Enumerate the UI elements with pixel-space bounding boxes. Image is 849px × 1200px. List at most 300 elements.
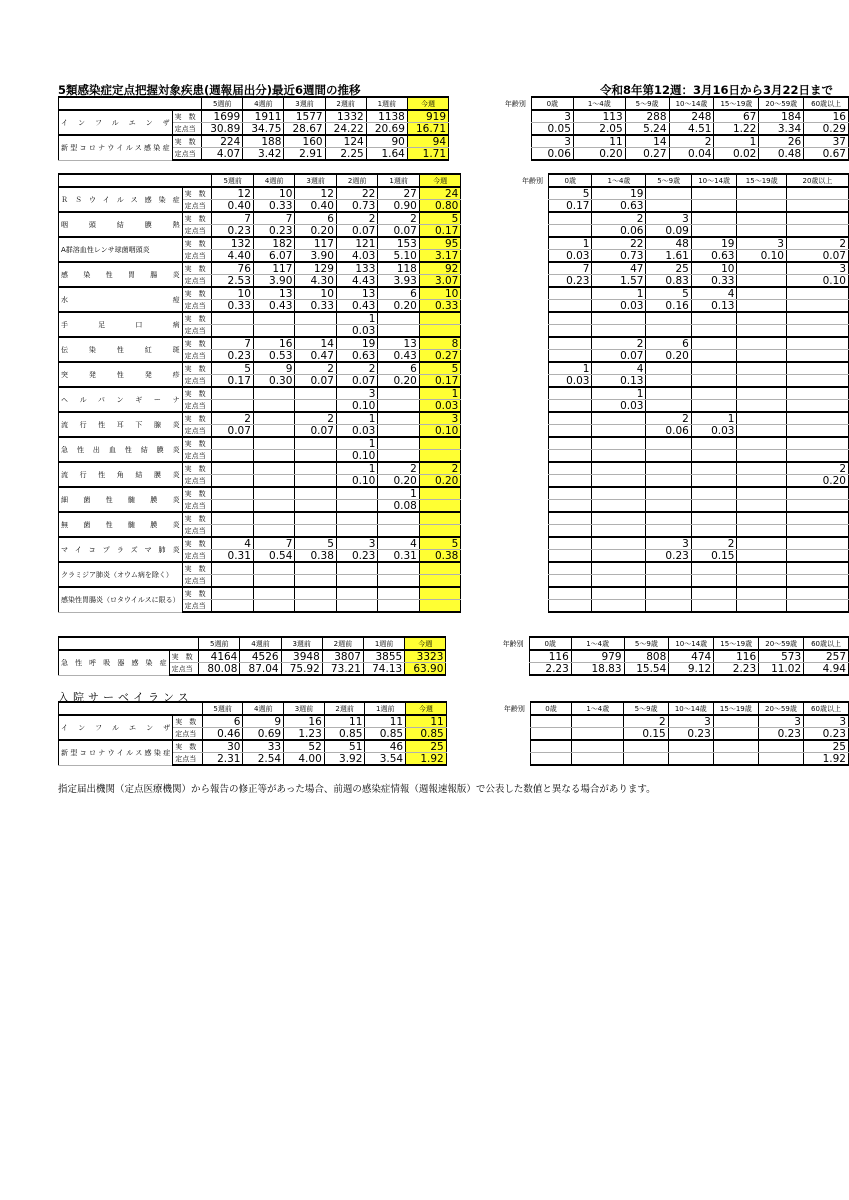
age-count-cell: 37 [804,135,849,148]
rate-cell: 0.46 [202,728,243,741]
age-count-cell [786,312,848,325]
count-cell: 2 [378,462,419,475]
count-cell: 2 [295,412,336,425]
row-kind-rate: 定点当 [182,350,212,363]
rate-cell [212,400,253,413]
spacer [517,500,549,513]
count-cell [212,487,253,500]
age-header: 60歳以上 [803,702,848,715]
age-count-cell [737,337,787,350]
age-rate-cell: 0.67 [804,148,849,161]
week-header: 今週 [407,97,448,110]
spacer [449,110,501,123]
age-rate-cell [737,375,787,388]
age-rate-cell [786,400,848,413]
count-cell: 7 [253,537,294,550]
count-cell: 11 [406,715,447,728]
row-kind-rate: 定点当 [182,500,212,513]
age-count-cell [691,362,737,375]
table-row [59,337,849,350]
age-rate-cell [549,325,592,338]
disease-name: 伝染性紅斑 [59,337,183,362]
count-cell: 1138 [366,110,407,123]
age-rate-cell [549,475,592,488]
row-kind-rate: 定点当 [182,575,212,588]
table-hospital-surveillance [58,701,849,766]
row-kind-count: 実 数 [172,135,202,148]
age-count-cell: 2 [669,135,714,148]
age-rate-cell: 4.94 [804,663,849,676]
age-rate-cell: 0.13 [592,375,646,388]
age-rate-cell: 0.03 [691,425,737,438]
spacer [461,487,517,500]
count-cell: 5 [295,537,336,550]
count-cell [378,412,419,425]
rate-cell: 24.22 [325,123,366,136]
spacer [461,550,517,563]
age-rate-cell [592,475,646,488]
count-cell: 1 [336,462,377,475]
row-kind-count: 実 数 [182,362,212,375]
spacer [499,740,530,753]
age-header: 20歳以上 [786,174,848,187]
spacer [500,123,531,136]
count-cell [295,387,336,400]
rate-cell: 0.20 [378,475,419,488]
age-count-cell [691,462,737,475]
spacer [461,450,517,463]
spacer [517,375,549,388]
age-rate-cell: 0.07 [786,250,848,263]
age-rate-cell: 0.23 [803,728,848,741]
age-rate-cell: 0.20 [646,350,691,363]
rate-cell: 0.23 [336,550,377,563]
rate-cell [212,450,253,463]
row-kind-count: 実 数 [182,337,212,350]
age-header: 5～9歳 [624,637,669,650]
rate-cell [378,525,419,538]
age-rate-cell [737,525,787,538]
age-count-cell [786,587,848,600]
header-blank-cell [59,97,202,110]
rate-cell: 3.07 [419,275,460,288]
rate-cell [419,575,460,588]
age-count-cell: 11 [573,135,625,148]
age-rate-cell [530,728,571,741]
count-cell [419,512,460,525]
rate-cell [253,575,294,588]
table-row [59,287,849,300]
count-cell: 1911 [243,110,284,123]
count-cell [378,437,419,450]
week-header: 5週前 [202,97,243,110]
week-header: 5週前 [199,637,240,650]
rate-cell: 0.85 [406,728,447,741]
table-row [59,110,849,123]
spacer [461,425,517,438]
age-rate-cell [646,200,691,213]
spacer [517,575,549,588]
age-count-cell [737,187,787,200]
count-cell: 30 [202,740,243,753]
age-count-cell [786,537,848,550]
age-rate-cell: 0.03 [592,400,646,413]
age-count-cell [572,715,624,728]
age-count-cell: 7 [549,262,592,275]
spacer [446,753,499,766]
age-count-cell [786,412,848,425]
rate-cell [336,525,377,538]
age-rate-cell [549,500,592,513]
age-count-cell [592,487,646,500]
rate-cell: 0.03 [336,325,377,338]
age-rate-cell: 0.06 [531,148,573,161]
count-cell: 117 [295,237,336,250]
header-blank-cell [59,702,203,715]
age-count-cell: 474 [669,650,714,663]
spacer [517,437,549,450]
spacer [517,250,549,263]
age-count-cell [549,312,592,325]
age-rate-cell [786,450,848,463]
age-rate-cell [737,275,787,288]
rate-cell [295,525,336,538]
count-cell [212,312,253,325]
age-rate-cell: 0.20 [786,475,848,488]
age-count-cell [737,212,787,225]
rate-cell: 0.07 [336,225,377,238]
count-cell [212,387,253,400]
header-blank-cell [59,637,199,650]
age-count-cell [691,187,737,200]
count-cell: 117 [253,262,294,275]
age-rate-cell [592,450,646,463]
age-count-cell: 113 [573,110,625,123]
age-header: 1～4歳 [571,637,624,650]
age-rate-cell [592,575,646,588]
count-cell: 6 [378,362,419,375]
age-count-cell: 4 [592,362,646,375]
week-header: 今週 [406,702,447,715]
count-cell: 10 [253,187,294,200]
age-label: 年齢別 [502,639,524,648]
count-cell [253,387,294,400]
age-rate-cell [737,575,787,588]
rate-cell [378,600,419,613]
age-rate-cell [737,200,787,213]
rate-cell: 3.17 [419,250,460,263]
age-count-cell [786,562,848,575]
disease-name: インフルエンザ [59,715,173,740]
count-cell: 52 [284,740,325,753]
row-kind-count: 実 数 [182,262,212,275]
age-rate-cell: 1.61 [646,250,691,263]
spacer [461,375,517,388]
count-cell: 25 [406,740,447,753]
rate-cell: 0.27 [419,350,460,363]
disease-name: 急性呼吸器感染症 [59,650,170,675]
table-row [59,487,849,500]
age-rate-cell [691,500,737,513]
rate-cell: 3.42 [243,148,284,161]
count-cell: 4 [212,537,253,550]
age-rate-cell [592,425,646,438]
count-cell: 129 [295,262,336,275]
spacer [449,123,501,136]
age-count-cell: 2 [592,337,646,350]
row-kind-rate: 定点当 [182,200,212,213]
spacer [461,212,517,225]
disease-name: 咽頭結膜熱 [59,212,183,237]
week-header: 4週前 [243,702,284,715]
age-count-cell: 19 [691,237,737,250]
age-header: 10～14歳 [669,97,714,110]
row-kind-rate: 定点当 [172,148,202,161]
age-count-cell: 47 [592,262,646,275]
age-count-cell [737,487,787,500]
age-count-cell [549,537,592,550]
age-header: 0歳 [530,702,571,715]
age-count-cell: 3 [646,537,691,550]
row-kind-count: 実 数 [182,312,212,325]
table-row [59,663,849,676]
spacer [517,362,549,375]
age-header: 15～19歳 [713,702,758,715]
rate-cell [253,450,294,463]
count-cell: 2 [295,362,336,375]
row-kind-rate: 定点当 [182,275,212,288]
table-row [59,312,849,325]
age-rate-cell [549,525,592,538]
rate-cell: 0.07 [295,375,336,388]
age-count-cell [786,437,848,450]
age-rate-cell: 0.13 [691,300,737,313]
rate-cell: 0.43 [378,350,419,363]
count-cell: 160 [284,135,325,148]
age-rate-cell [737,300,787,313]
age-rate-cell [691,600,737,613]
spacer [517,225,549,238]
table-influenza-covid [58,96,849,161]
count-cell [378,387,419,400]
count-cell: 3807 [322,650,363,663]
row-kind-rate: 定点当 [173,753,203,766]
age-rate-cell [737,450,787,463]
age-header: 5～9歳 [624,702,668,715]
spacer [461,525,517,538]
count-cell [419,487,460,500]
table-row [59,387,849,400]
disease-name: 流行性角結膜炎 [59,462,183,487]
age-count-cell: 5 [646,287,691,300]
row-kind-count: 実 数 [182,212,212,225]
count-cell [253,412,294,425]
rate-cell [212,500,253,513]
rate-cell [212,600,253,613]
age-count-cell [646,562,691,575]
count-cell: 4164 [199,650,240,663]
age-count-cell [786,212,848,225]
week-header: 3週前 [281,637,322,650]
rate-cell: 0.07 [336,375,377,388]
age-rate-cell [549,425,592,438]
count-cell: 1699 [202,110,243,123]
age-rate-cell: 0.73 [592,250,646,263]
age-header: 1～4歳 [572,702,624,715]
rate-cell: 0.69 [243,728,284,741]
spacer [461,250,517,263]
row-kind-count: 実 数 [182,587,212,600]
age-count-cell: 67 [714,110,759,123]
rate-cell: 0.85 [365,728,406,741]
rate-cell: 0.80 [419,200,460,213]
age-rate-cell [691,325,737,338]
count-cell: 153 [378,237,419,250]
count-cell [295,312,336,325]
age-count-cell [786,362,848,375]
count-cell: 3 [336,537,377,550]
age-rate-cell: 0.04 [669,148,714,161]
age-header: 5～9歳 [625,97,669,110]
disease-name: 新型コロナウイルス感染症 [59,135,173,160]
row-kind-rate: 定点当 [173,728,203,741]
spacer [461,262,517,275]
age-count-cell [592,412,646,425]
age-count-cell [758,740,803,753]
rate-cell: 4.43 [336,275,377,288]
spacer [517,562,549,575]
table-row [59,237,849,250]
spacer [517,600,549,613]
age-rate-cell [786,525,848,538]
count-cell [295,587,336,600]
count-cell: 7 [212,212,253,225]
age-rate-cell [691,575,737,588]
age-count-cell: 3 [531,110,573,123]
age-count-cell: 25 [646,262,691,275]
rate-cell: 0.20 [419,475,460,488]
spacer [517,287,549,300]
spacer [517,525,549,538]
count-cell [378,312,419,325]
age-rate-cell: 3.34 [759,123,804,136]
age-count-cell: 573 [759,650,804,663]
age-count-cell [549,587,592,600]
table-acute-respiratory [58,636,849,676]
age-count-cell: 3 [803,715,848,728]
age-rate-cell [737,600,787,613]
table-row [59,362,849,375]
rate-cell: 0.33 [212,300,253,313]
count-cell [253,312,294,325]
age-rate-cell [668,753,713,766]
age-count-cell: 2 [691,537,737,550]
rate-cell: 0.23 [212,350,253,363]
count-cell [295,562,336,575]
table-row [59,437,849,450]
rate-cell: 0.47 [295,350,336,363]
age-count-cell: 3 [531,135,573,148]
age-count-cell: 1 [592,287,646,300]
rate-cell: 0.07 [295,425,336,438]
disease-name: ＲＳウイルス感染症 [59,187,183,212]
count-cell [253,512,294,525]
age-header: 0歳 [549,174,592,187]
count-cell: 12 [295,187,336,200]
age-header: 20～59歳 [758,702,803,715]
rate-cell: 6.07 [253,250,294,263]
spacer [517,337,549,350]
rate-cell: 2.53 [212,275,253,288]
rate-cell: 1.71 [407,148,448,161]
count-cell: 27 [378,187,419,200]
rate-cell [253,600,294,613]
rate-cell: 0.17 [419,225,460,238]
count-cell [378,512,419,525]
rate-cell [419,450,460,463]
age-count-cell [786,187,848,200]
age-rate-cell: 1.92 [803,753,848,766]
spacer [446,663,498,676]
rate-cell: 3.93 [378,275,419,288]
age-rate-cell [713,728,758,741]
table-row [59,512,849,525]
age-count-cell: 257 [804,650,849,663]
spacer [500,148,531,161]
header-blank-cell [59,174,212,187]
rate-cell: 4.03 [336,250,377,263]
header-row [59,637,849,650]
count-cell: 224 [202,135,243,148]
rate-cell: 75.92 [281,663,322,676]
rate-cell [253,425,294,438]
age-label: 年齢別 [504,99,526,108]
age-rate-cell [786,225,848,238]
age-header: 10～14歳 [669,637,714,650]
count-cell: 6 [295,212,336,225]
age-rate-cell: 1.57 [592,275,646,288]
spacer [517,450,549,463]
count-cell: 3855 [363,650,404,663]
count-cell: 2 [336,212,377,225]
count-cell: 1 [336,437,377,450]
age-rate-cell [737,500,787,513]
rate-cell [336,600,377,613]
count-cell: 124 [325,135,366,148]
age-rate-cell [646,525,691,538]
age-count-cell [592,512,646,525]
count-cell: 1 [419,387,460,400]
age-rate-cell [592,525,646,538]
rate-cell: 0.85 [324,728,365,741]
age-rate-cell [592,325,646,338]
age-rate-cell [592,550,646,563]
age-count-cell: 3 [737,237,787,250]
row-kind-count: 実 数 [173,740,203,753]
rate-cell: 74.13 [363,663,404,676]
row-kind-count: 実 数 [182,462,212,475]
rate-cell [253,325,294,338]
count-cell [295,462,336,475]
row-kind-count: 実 数 [173,715,203,728]
age-rate-cell: 2.23 [529,663,571,676]
rate-cell: 0.20 [378,375,419,388]
week-header: 3週前 [295,174,336,187]
age-rate-cell [549,400,592,413]
row-kind-count: 実 数 [182,437,212,450]
rate-cell [295,325,336,338]
age-count-cell [549,437,592,450]
